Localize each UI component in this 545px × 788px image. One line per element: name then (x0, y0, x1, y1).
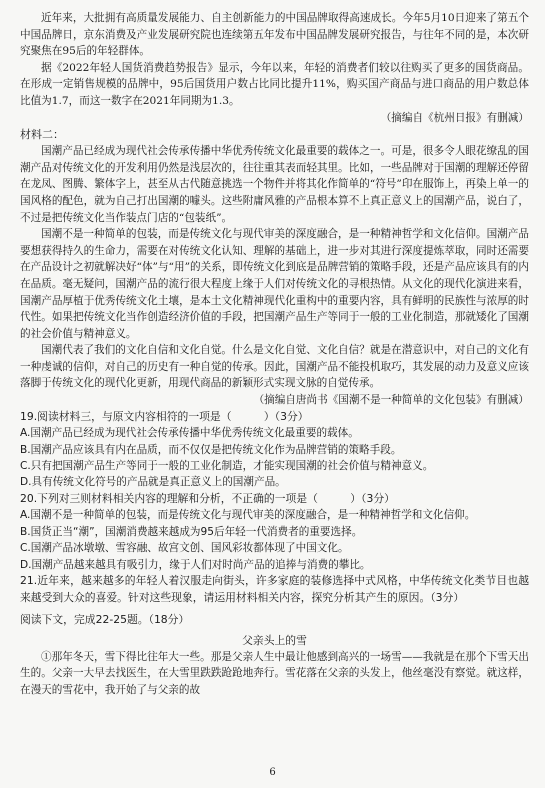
material-two (20, 126, 529, 409)
reading-instruction: 阅读下文，完成22-25题。（18分） (20, 613, 190, 627)
reading-section (20, 612, 529, 698)
question-21 (20, 573, 529, 606)
question-19-option-d: D.具有传统文化符号的产品就是真正意义上的国潮产品。 (20, 476, 286, 489)
question-19-option-c: C.只有把国潮产品生产等同于一般的工业化制造，才能实现国潮的社会价值与精神意义。 (20, 460, 434, 473)
question-19-stem: 19.阅读材料三，与原文内容相符的一项是（ ）（3分） (20, 409, 309, 423)
material-two-label: 材料二： (20, 128, 64, 142)
question-19-option-b: B.国潮产品应该具有内在品质，而不仅仅是把传统文化作为品牌营销的策略手段。 (20, 443, 402, 456)
material-two-paragraph-3: 国潮代表了我们的文化自信和文化自觉。什么是文化自觉、文化自信？就是在潜意识中，对自己的文化有一种虔诚的信仰，对自己的历史有一种自觉的传承。因此，国潮产品不能投机取巧，其发展的动力及意义应该落脚于传统文化的现代化更新，用现代商品的新颖形式实现文脉的自觉传承。 (20, 344, 529, 390)
material-one-paragraph-2: 据《2022年轻人国货消费趋势报告》显示，今年以来，年轻的消费者们较以往购买了更多的国货商品。在形成一定销售规模的品牌中，95后国货用户数占比同比提升11%，购买国产商品与进口商品的用户数总体比值为1.7，而这一数字在2021年同期为1.3。 (20, 61, 529, 107)
question-21-text: 21.近年来，越来越多的年轻人着汉服走向街头，许多家庭的装修选择中式风格，中华传统文化类节目也越来越受到大众的喜爱。针对这些现象，请运用材料相关内容，探究分析其产生的原因。（3分） (20, 574, 529, 604)
question-20-option-c: C.国潮产品冰墩墩、雪容融、故宫文创、国风彩妆都体现了中国文化。 (20, 542, 349, 555)
material-two-source: （摘编自唐尚书《国潮不是一种简单的文化包装》有删减） (253, 394, 529, 407)
material-two-paragraph-2: 国潮不是一种简单的包装，而是传统文化与现代审美的深度融合，是一种精神哲学和文化信仰。国潮产品要想获得持久的生命力，需要在对传统文化认知、理解的基础上，进一步对其进行深度提炼萃取，同时还需要在产品设计之初就解决好“体”与“用”的关系，即传统文化到底是品牌营销的策略手段，还是产品应该具有的内在品质。毫无疑问，国潮产品的流行很大程度上缘于人们对传统文化的寻根热情。从文化的现代化演进来看，国潮产品厚植于优秀传统文化土壤，是本土文化精神现代化重构中的重要内容，具有鲜明的民族性与浓厚的时代性。如果把传统文化当作创造经济价值的手段，把国潮产品生产等同于一般的工业化制造，那就矮化了国潮的社会价值与精神意义。 (20, 228, 529, 340)
question-19 (20, 409, 529, 491)
material-one-paragraph-1: 近年来，大批拥有高质量发展能力、自主创新能力的中国品牌取得高速成长。今年5月10日迎来了第五个中国品牌日，京东消费及产业发展研究院也连续第五年发布中国品牌发展研究报告，与往年不同的是，本次研究聚焦在95后的年轻群体。 (20, 12, 529, 58)
question-19-option-a: A.国潮产品已经成为现代社会传承传播中华优秀传统文化最重要的载体。 (20, 427, 359, 440)
question-20-option-b: B.国货正当“潮”，国潮消费越来越成为95后年轻一代消费者的重要选择。 (20, 525, 363, 538)
question-20-stem: 20.下列对三则材料相关内容的理解和分析，不正确的一项是（ ）（3分） (20, 491, 395, 505)
material-two-paragraph-1: 国潮产品已经成为现代社会传承传播中华优秀传统文化最重要的载体之一。可是，很多令人眼花缭乱的国潮产品对传统文化的开发利用仍然是浅层次的，往往重其表而轻其里。比如，一些品牌对于国潮的理解还停留在龙凤、图腾、繁体字上，甚至从古代随意挑选一个物件并将其化作简单的“符号”印在服饰上，再染上单一的国风格的配色，就为自己打出国潮的噱头。这些附庸风雅的产品根本算不上真正意义上的国潮产品，说白了，不过是把传统文化当作装点门店的“包装纸”。 (20, 145, 529, 224)
question-20 (20, 491, 529, 573)
reading-title: 父亲头上的雪 (242, 633, 307, 647)
material-one (20, 10, 529, 126)
question-20-option-d: D.国潮产品越来越具有吸引力，缘于人们对时尚产品的追捧与消费的攀比。 (20, 558, 371, 571)
reading-paragraph-1: ①那年冬天，雪下得比往年大一些。那是父亲人生中最让他感到高兴的一场雪——我就是在那个下雪天出生的。父亲一大早去找医生，在大雪里跌跌跄跄地奔行。雪花落在父亲的头发上，他丝毫没有察觉。就这样，在漫天的雪花中，我开始了与父亲的故 (20, 650, 529, 697)
material-one-source: （摘编自《杭州日报》有删减） (380, 111, 529, 124)
page-number: 6 (269, 767, 276, 778)
question-20-option-a: A.国潮不是一种简单的包装，而是传统文化与现代审美的深度融合，是一种精神哲学和文化信仰。 (20, 509, 476, 522)
